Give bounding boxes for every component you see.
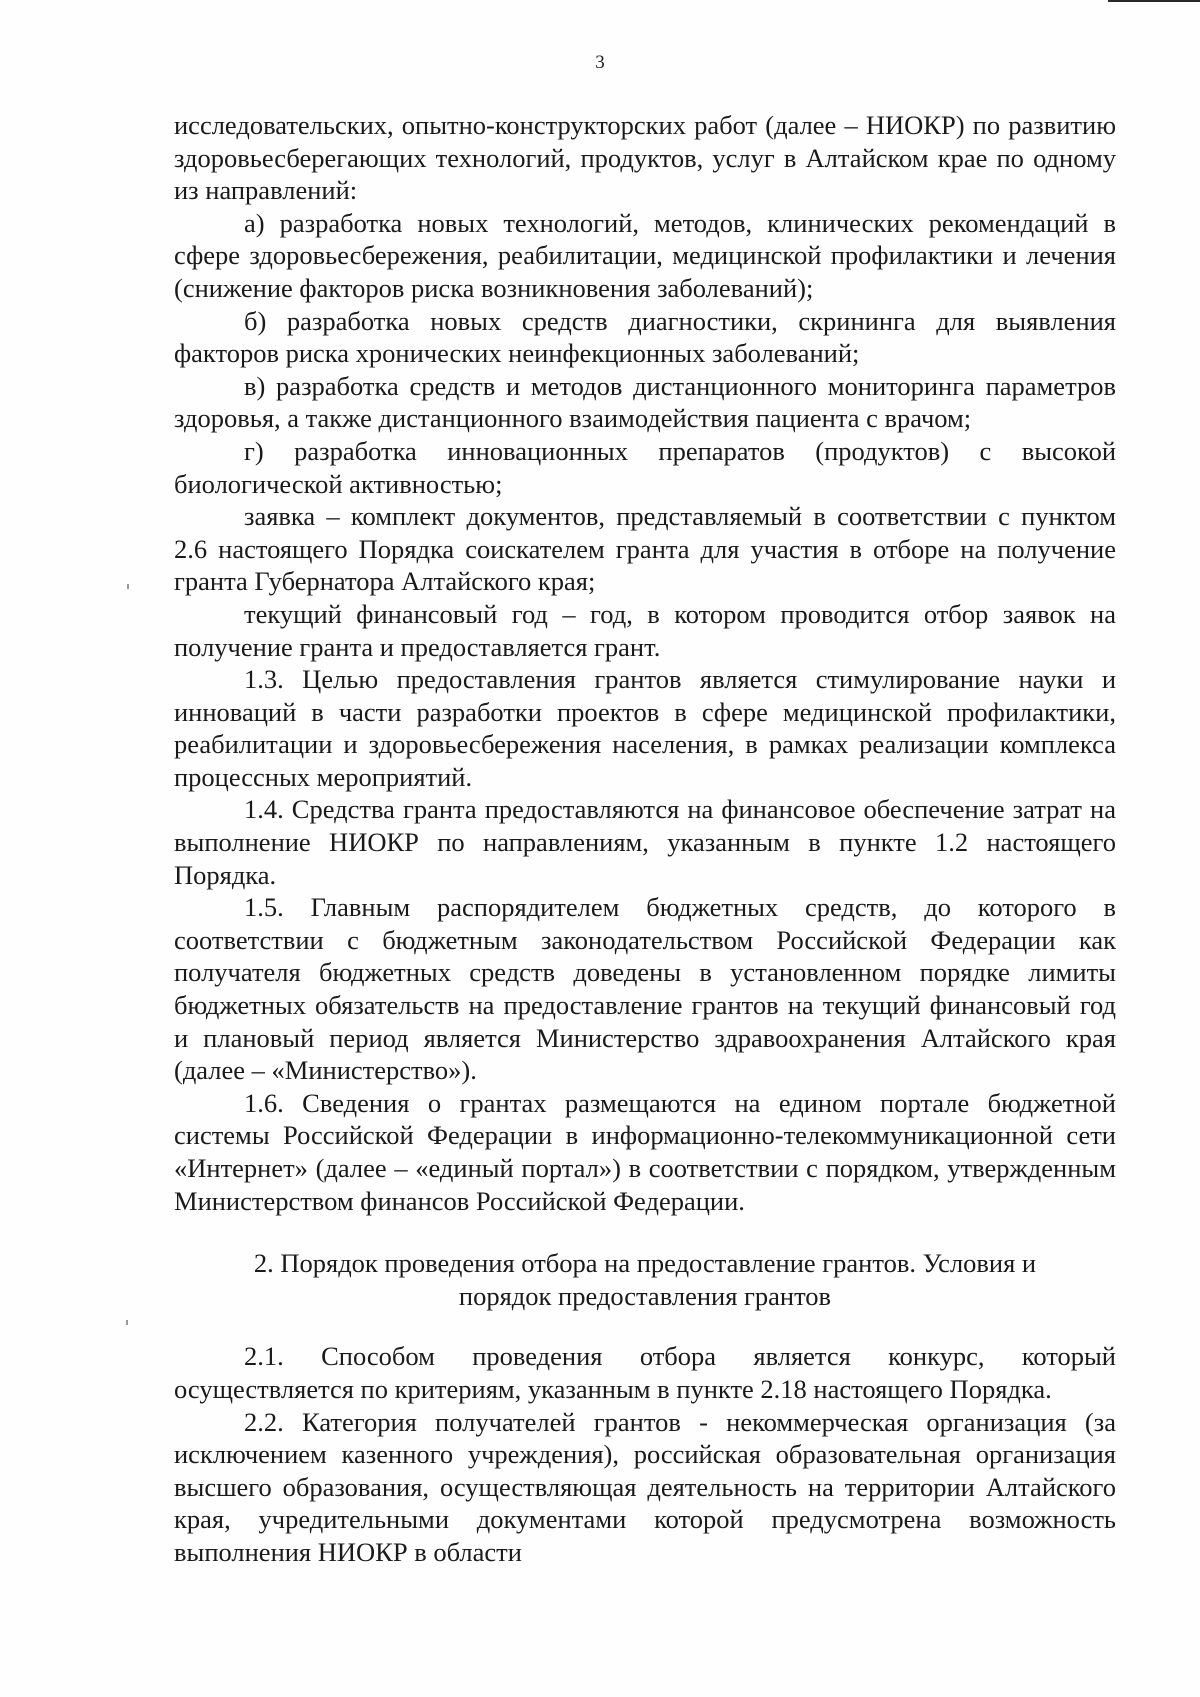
paragraph: 1.4. Средства гранта предоставляются на финансовое обеспечение затрат на выполнение НИОКР по направлениям, указанным в пункте 1.2 настоящего Порядка. xyxy=(174,794,1116,890)
paragraph: в) разработка средств и методов дистанционного мониторинга параметров здоровья, а также дистанционного взаимодействия пациента с врачом; xyxy=(174,370,1116,434)
scan-edge-mark xyxy=(1108,0,1200,2)
section-heading: 2. Порядок проведения отбора на предоставление грантов. Условия и порядок предоставления грантов xyxy=(253,1248,1037,1311)
paragraph: б) разработка новых средств диагностики, скрининга для выявления факторов риска хронических неинфекционных заболеваний; xyxy=(174,305,1116,369)
paragraph: заявка – комплект документов, представляемый в соответствии с пунктом 2.6 настоящего Порядка соискателем гранта для участия в отборе на получение гранта Губернатора Алтайского края; xyxy=(174,501,1116,597)
scan-speck xyxy=(127,584,129,589)
scan-speck xyxy=(126,1320,128,1325)
paragraph: 2.1. Способом проведения отбора является конкурс, который осуществляется по критериям, указанным в пункте 2.18 настоящего Порядка. xyxy=(174,1341,1116,1404)
paragraph: исследовательских, опытно-конструкторских работ (далее – НИОКР) по развитию здоровьесберегающих технологий, продуктов, услуг в Алтайском крае по одному из направлений: xyxy=(174,110,1116,206)
paragraph: текущий финансовый год – год, в котором проводится отбор заявок на получение гранта и предоставляется грант. xyxy=(174,598,1116,662)
paragraph: 1.6. Сведения о грантах размещаются на едином портале бюджетной системы Российской Федерации в информационно-телекоммуникационной сети «Интернет» (далее – «единый портал») в соответствии с порядком, утвержденным Министерством финансов Российской Федерации. xyxy=(174,1087,1116,1216)
document-body xyxy=(174,109,1116,1569)
paragraph: г) разработка инновационных препаратов (продуктов) с высокой биологической активностью; xyxy=(174,435,1116,499)
paragraph: а) разработка новых технологий, методов, клинических рекомендаций в сфере здоровьесбережения, реабилитации, медицинской профилактики и лечения (снижение факторов риска возникновения заболеваний); xyxy=(174,207,1116,303)
paragraph: 1.5. Главным распорядителем бюджетных средств, до которого в соответствии с бюджетным законодательством Российской Федерации как получателя бюджетных средств доведены в установленном порядке лимиты бюджетных обязательств на предоставление грантов на текущий финансовый год и плановый период является Министерство здравоохранения Алтайского края (далее – «Министерство»). xyxy=(174,892,1116,1086)
paragraph: 2.2. Категория получателей грантов - некоммерческая организация (за исключением казенного учреждения), российская образовательная организация высшего образования, осуществляющая деятельность на территории Алтайского края, учредительными документами которой предусмотрена возможность выполнения НИОКР в области xyxy=(174,1406,1116,1567)
paragraph: 1.3. Целью предоставления грантов является стимулирование науки и инноваций в части разработки проектов в сфере медицинской профилактики, реабилитации и здоровьесбережения населения, в рамках реализации комплекса процессных мероприятий. xyxy=(174,664,1116,792)
page-number: 3 xyxy=(595,52,605,73)
